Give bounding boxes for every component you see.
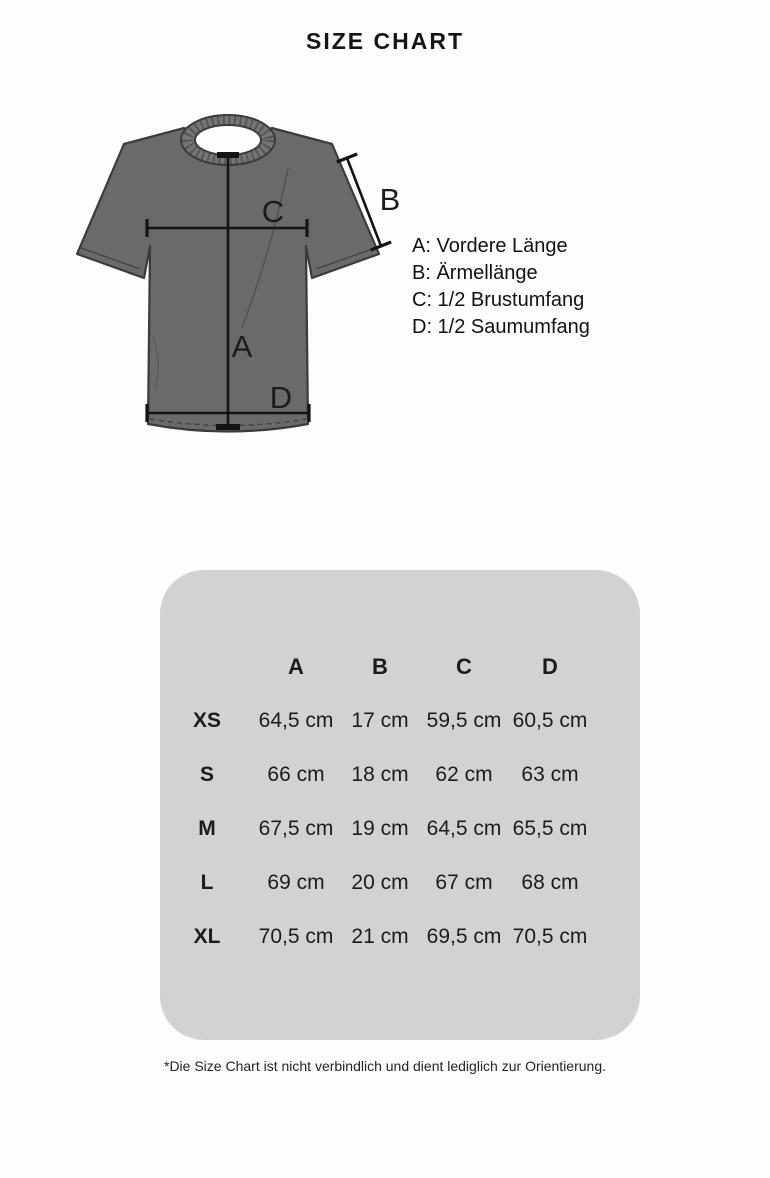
measurement-value: 67 cm <box>435 871 493 894</box>
tshirt-illustration <box>60 108 420 450</box>
measurement-value: 63 cm <box>521 763 579 786</box>
page-title: SIZE CHART <box>306 28 464 54</box>
measurement-value: 60,5 cm <box>512 709 588 732</box>
neck-hole <box>195 125 261 155</box>
size-table <box>160 570 640 964</box>
measurement-value: 19 cm <box>351 817 409 840</box>
legend-item-d: D: 1/2 Saumumfang <box>412 316 590 338</box>
label-c: C <box>261 194 285 229</box>
measurement-value: 59,5 cm <box>426 709 502 732</box>
measurement-value: 21 cm <box>351 925 409 948</box>
measurement-value: 70,5 cm <box>512 925 588 948</box>
label-d: D <box>269 380 293 415</box>
size-table-panel <box>160 570 640 1040</box>
column-header-c: C <box>456 654 472 679</box>
column-header-a: A <box>288 654 304 679</box>
size-label-m: M <box>198 817 216 840</box>
measurement-value: 62 cm <box>435 763 493 786</box>
measurement-value: 20 cm <box>351 871 409 894</box>
column-header-b: B <box>372 654 388 679</box>
size-label-l: L <box>200 871 214 894</box>
size-label-xs: XS <box>192 709 221 732</box>
measurement-value: 69 cm <box>267 871 325 894</box>
measurement-value: 69,5 cm <box>426 925 502 948</box>
label-a: A <box>231 329 253 364</box>
measurement-value: 67,5 cm <box>258 817 334 840</box>
measurement-value: 17 cm <box>351 709 409 732</box>
measurement-value: 66 cm <box>267 763 325 786</box>
measurement-value: 64,5 cm <box>426 817 502 840</box>
table-corner-spacer <box>160 640 254 694</box>
disclaimer: *Die Size Chart ist nicht verbindlich und dient lediglich zur Orientierung. <box>164 1058 606 1074</box>
legend-item-b: B: Ärmellänge <box>412 262 538 284</box>
label-b: B <box>379 182 401 217</box>
measurement-legend <box>412 233 590 341</box>
measurement-value: 65,5 cm <box>512 817 588 840</box>
legend-item-c: C: 1/2 Brustumfang <box>412 289 585 311</box>
measurement-value: 70,5 cm <box>258 925 334 948</box>
measurement-value: 68 cm <box>521 871 579 894</box>
legend-item-a: A: Vordere Länge <box>412 235 568 257</box>
measurement-value: 64,5 cm <box>258 709 334 732</box>
column-header-d: D <box>542 654 558 679</box>
size-label-xl: XL <box>193 925 221 948</box>
size-label-s: S <box>199 763 214 786</box>
measurement-value: 18 cm <box>351 763 409 786</box>
